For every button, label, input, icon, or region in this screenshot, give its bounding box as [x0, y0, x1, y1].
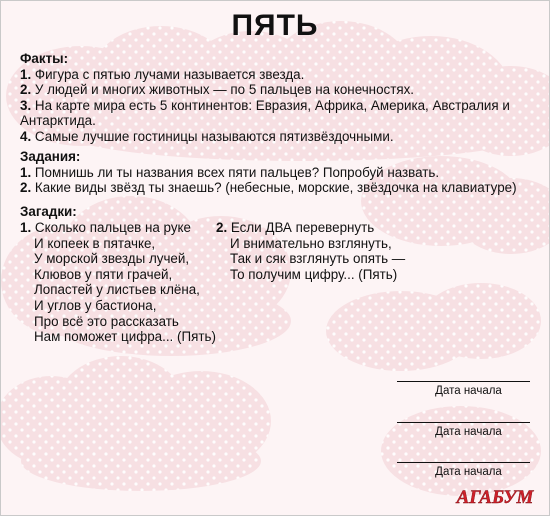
tasks-heading: Задания:	[20, 149, 81, 164]
date-write-line[interactable]	[397, 381, 530, 382]
riddle-line: И внимательно взглянуть,	[230, 235, 392, 251]
date-label: Дата начала	[435, 466, 502, 478]
date-write-line[interactable]	[397, 462, 530, 463]
riddle-line: Нам поможет цифра... (Пять)	[34, 329, 216, 345]
riddle-one	[20, 220, 220, 345]
page-title: ПЯТЬ	[231, 9, 319, 42]
riddle-line: И углов у бастиона,	[34, 297, 157, 313]
date-label: Дата начала	[435, 385, 502, 397]
task-item: 1. Помнишь ли ты названия всех пяти пальцев? Попробуй назвать.	[20, 164, 440, 180]
svg-text:АГАБУМ: АГАБУМ	[456, 487, 534, 508]
start-date-field[interactable]	[397, 381, 530, 397]
fact-item: 3. На карте мира есть 5 континентов: Евразия, Африка, Америка, Австралия и	[20, 97, 510, 113]
fact-item: 1. Фигура с пятью лучами называется звезда.	[20, 66, 305, 82]
riddle-line: 1. Сколько пальцев на руке	[20, 220, 191, 235]
date-label: Дата начала	[435, 426, 502, 438]
riddle-two	[216, 220, 416, 282]
start-date-field[interactable]	[397, 422, 530, 438]
riddle-line: У морской звезды лучей,	[34, 251, 190, 267]
tasks-section	[20, 149, 530, 196]
fact-item: 4. Самые лучшие гостиницы называются пятизвёздочными.	[20, 128, 394, 144]
riddle-line: 2. Если ДВА перевернуть	[216, 220, 375, 235]
start-date-field[interactable]	[397, 462, 530, 478]
riddle-line: И копеек в пятачке,	[34, 235, 156, 251]
facts-section	[20, 51, 530, 145]
riddle-line: То получим цифру... (Пять)	[230, 266, 398, 282]
facts-heading: Факты:	[20, 51, 69, 66]
riddle-line: Лопастей у листьев клёна,	[34, 282, 200, 298]
date-write-line[interactable]	[397, 422, 530, 423]
agabum-logo	[449, 482, 541, 510]
riddle-line: Про всё это рассказать	[34, 313, 179, 329]
fact-item: 2. У людей и многих животных — по 5 пальцев на конечностях.	[20, 82, 415, 98]
riddles-heading: Загадки:	[20, 204, 77, 219]
task-item: 2. Какие виды звёзд ты знаешь? (небесные, морские, звёздочка на клавиатуре)	[20, 180, 517, 196]
riddle-line: Так и сяк взглянуть опять —	[230, 251, 406, 267]
fact-item-continuation: Антарктида.	[20, 113, 96, 129]
riddle-line: Клювов у пяти грачей,	[34, 266, 173, 282]
